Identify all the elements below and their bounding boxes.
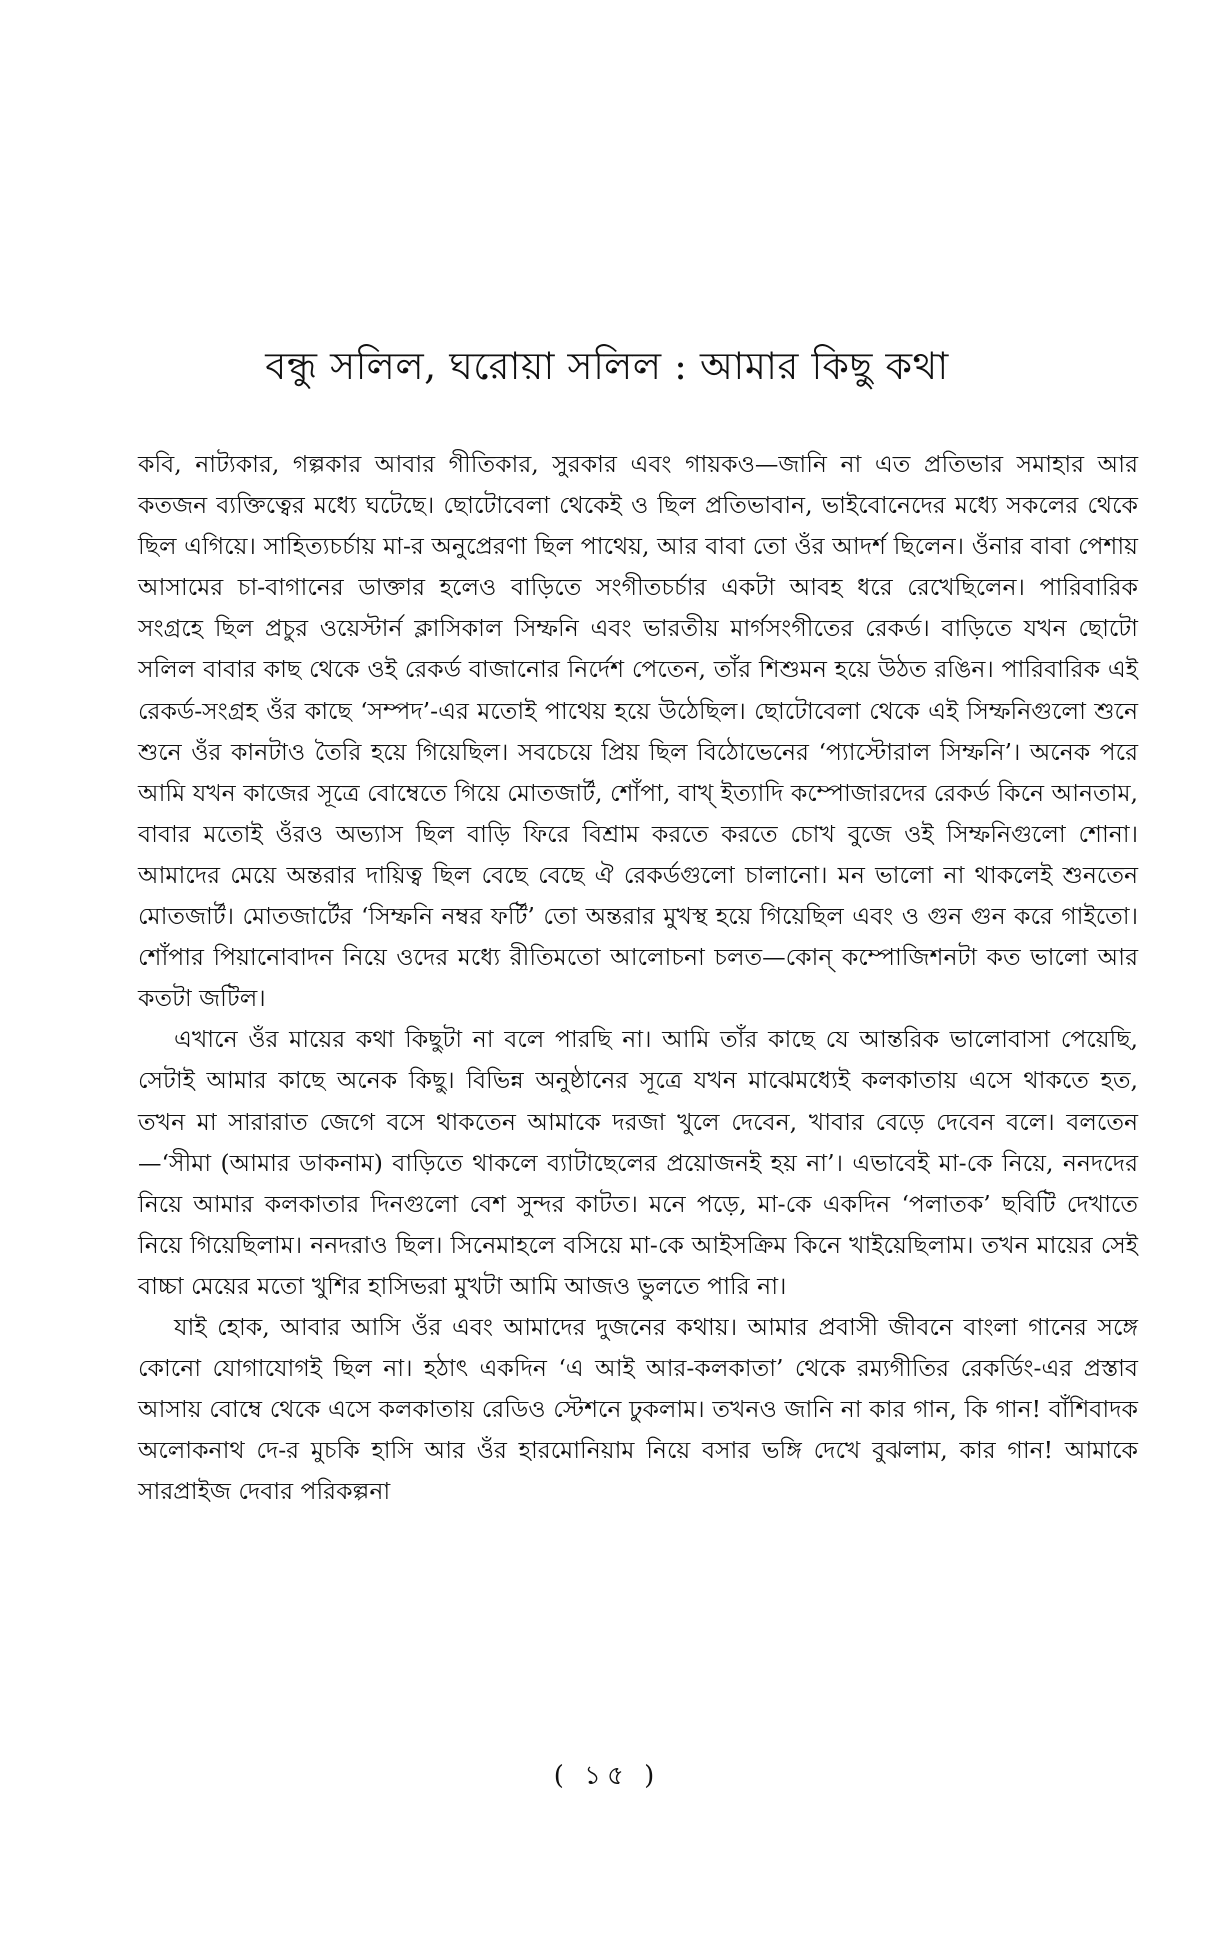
page-number: ( ১৫ ) — [553, 1761, 661, 1791]
paragraph-1: কবি, নাট্যকার, গল্পকার আবার গীতিকার, সুরকার এবং গায়কও—জানি না এত প্রতিভার সমাহার আর কতজন ব্যক্তিত্বের মধ্যে ঘটেছে। ছোটোবেলা থেকেই ও ছিল প্রতিভাবান, ভাইবোনেদের মধ্যে সকলের থেকে ছিল এগিয়ে। সাহিত্যচর্চায় মা-র অনুপ্রেরণা ছিল পাথেয়, আর বাবা তো ওঁর আদর্শ ছিলেন। ওঁনার বাবা পেশায় আসামের চা-বাগানের ডাক্তার হলেও বাড়িতে সংগীতচর্চার একটা আবহ ধরে রেখেছিলেন। পারিবারিক সংগ্রহে ছিল প্রচুর ওয়েস্টার্ন ক্লাসিকাল সিম্ফনি এবং ভারতীয় মার্গসংগীতের রেকর্ড। বাড়িতে যখন ছোটো সলিল বাবার কাছ থেকে ওই রেকর্ড বাজানোর নির্দেশ পেতেন, তাঁর শিশুমন হয়ে উঠত রঙিন। পারিবারিক এই রেকর্ড-সংগ্রহ ওঁর কাছে ‘সম্পদ’-এর মতোই পাথেয় হয়ে উঠেছিল। ছোটোবেলা থেকে এই সিম্ফনিগুলো শুনে শুনে ওঁর কানটাও তৈরি হয়ে গিয়েছিল। সবচেয়ে প্রিয় ছিল বিঠোভেনের ‘প্যাস্টোরাল সিম্ফনি’। অনেক পরে আমি যখন কাজের সূত্রে বোম্বেতে গিয়ে মোতজার্ট, শোঁপা, বাখ্ ইত্যাদি কম্পোজারদের রেকর্ড কিনে আনতাম, বাবার মতোই ওঁরও অভ্যাস ছিল বাড়ি ফিরে বিশ্রাম করতে করতে চোখ বুজে ওই সিম্ফনিগুলো শোনা। আমাদের মেয়ে অন্তরার দায়িত্ব ছিল বেছে বেছে ঐ রেকর্ডগুলো চালানো। মন ভালো না থাকলেই শুনতেন মোতজার্ট। মোতজার্টের ‘সিম্ফনি নম্বর ফর্টি’ তো অন্তরার মুখস্থ হয়ে গিয়েছিল এবং ও গুন গুন করে গাইতো। শোঁপার পিয়ানোবাদন নিয়ে ওদের মধ্যে রীতিমতো আলোচনা চলত—কোন্ কম্পোজিশনটা কত ভালো আর কতটা জটিল। — [138, 450, 1138, 1013]
chapter-body — [138, 444, 1138, 1512]
chapter-title: বন্ধু সলিল, ঘরোয়া সলিল : আমার কিছু কথা — [265, 344, 949, 388]
paragraph-2: এখানে ওঁর মায়ের কথা কিছুটা না বলে পারছি না। আমি তাঁর কাছে যে আন্তরিক ভালোবাসা পেয়েছি, সেটাই আমার কাছে অনেক কিছু। বিভিন্ন অনুষ্ঠানের সূত্রে যখন মাঝেমধ্যেই কলকাতায় এসে থাকতে হত, তখন মা সারারাত জেগে বসে থাকতেন আমাকে দরজা খুলে দেবেন, খাবার বেড়ে দেবেন বলে। বলতেন—‘সীমা (আমার ডাকনাম) বাড়িতে থাকলে ব্যাটাছেলের প্রয়োজনই হয় না’। এভাবেই মা-কে নিয়ে, ননদদের নিয়ে আমার কলকাতার দিনগুলো বেশ সুন্দর কাটত। মনে পড়ে, মা-কে একদিন ‘পলাতক’ ছবিটি দেখাতে নিয়ে গিয়েছিলাম। ননদরাও ছিল। সিনেমাহলে বসিয়ে মা-কে আইসক্রিম কিনে খাইয়েছিলাম। তখন মায়ের সেই বাচ্চা মেয়ের মতো খুশির হাসিভরা মুখটা আমি আজও ভুলতে পারি না। — [138, 1025, 1138, 1300]
paragraph-3: যাই হোক, আবার আসি ওঁর এবং আমাদের দুজনের কথায়। আমার প্রবাসী জীবনে বাংলা গানের সঙ্গে কোনো যোগাযোগই ছিল না। হঠাৎ একদিন ‘এ আই আর-কলকাতা’ থেকে রম্যগীতির রেকর্ডিং-এর প্রস্তাব আসায় বোম্বে থেকে এসে কলকাতায় রেডিও স্টেশনে ঢুকলাম। তখনও জানি না কার গান, কি গান! বাঁশিবাদক অলোকনাথ দে-র মুচকি হাসি আর ওঁর হারমোনিয়াম নিয়ে বসার ভঙ্গি দেখে বুঝলাম, কার গান! আমাকে সারপ্রাইজ দেবার পরিকল্পনা — [138, 1312, 1138, 1506]
